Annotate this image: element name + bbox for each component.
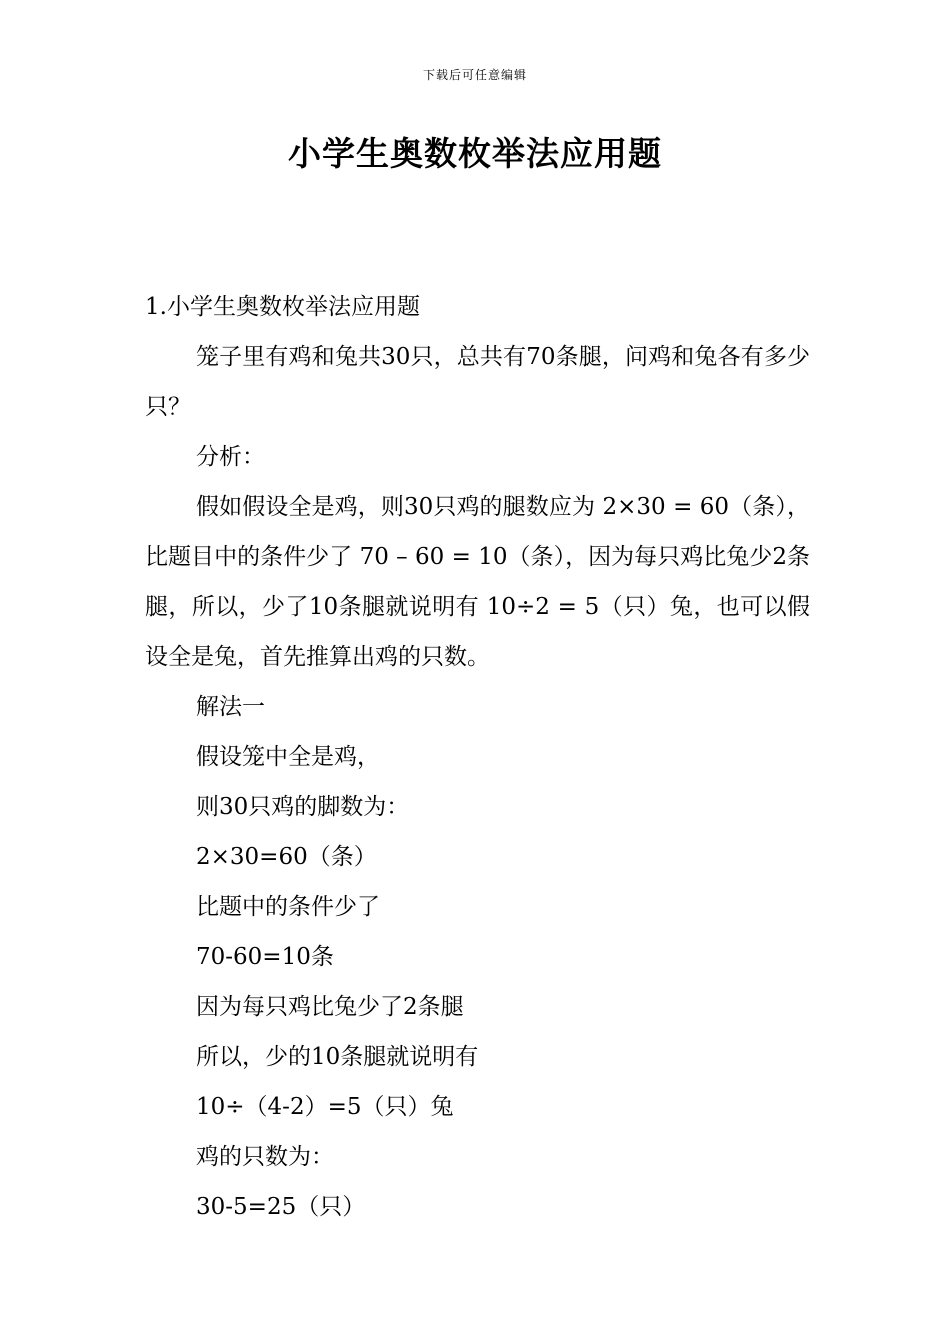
solution-step: 10÷（4-2）=5（只）兔	[196, 1094, 454, 1120]
solution-step: 比题中的条件少了	[196, 894, 380, 920]
solution-step: 所以，少的10条腿就说明有	[196, 1044, 479, 1070]
analysis-label: 分析：	[196, 444, 265, 470]
page-title: 小学生奥数枚举法应用题	[288, 134, 662, 173]
section-heading: 1.小学生奥数枚举法应用题	[145, 294, 420, 320]
analysis-paragraph: 假如假设全是鸡，则30只鸡的腿数应为 2×30 = 60（条），比题目中的条件少了 70 – 60 = 10（条），因为每只鸡比兔少2条腿，所以，少了10条腿就说明有 10÷2 = 5（只）兔，也可以假设全是兔，首先推算出鸡的只数。	[145, 494, 810, 670]
solution-step: 鸡的只数为：	[196, 1144, 334, 1170]
header-note: 下载后可任意编辑	[422, 68, 527, 82]
solution-step: 30-5=25（只）	[196, 1194, 366, 1220]
solution-step: 70-60=10条	[196, 944, 334, 970]
method-label: 解法一	[196, 694, 265, 720]
problem-paragraph: 笼子里有鸡和兔共30只，总共有70条腿，问鸡和兔各有多少只？	[145, 344, 810, 420]
solution-step: 因为每只鸡比兔少了2条腿	[196, 994, 464, 1020]
solution-step: 则30只鸡的脚数为：	[196, 794, 410, 820]
document-body	[145, 282, 810, 1232]
solution-step: 假设笼中全是鸡，	[196, 744, 380, 770]
solution-step: 2×30=60（条）	[196, 844, 377, 870]
